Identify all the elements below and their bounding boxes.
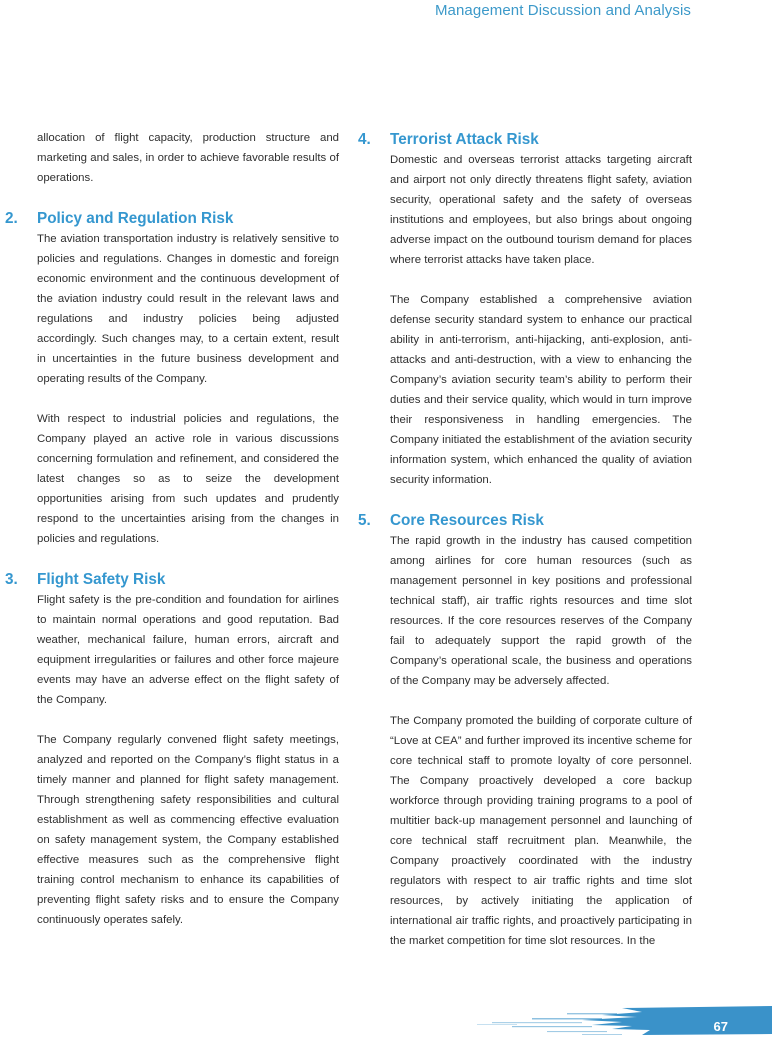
left-column [5, 128, 339, 930]
section-terrorist-attack-risk [358, 128, 692, 490]
intro-paragraph: allocation of flight capacity, production structure and marketing and sales, in order to achieve favorable results of operations. [37, 132, 339, 184]
section-number: 2. [5, 210, 18, 227]
paragraph: The aviation transportation industry is relatively sensitive to policies and regulations. Changes in domestic and foreign economic environment and the continuous development of the aviation industry could result in the relevant laws and regulations and industry policies being adjusted accordingly. Such changes may, to a certain extent, result in uncertainties in the future business development and operating results of the Company. [37, 233, 339, 385]
right-column [358, 128, 692, 951]
section-number: 3. [5, 571, 18, 588]
paragraph: Flight safety is the pre-condition and foundation for airlines to maintain normal operations and good reputation. Bad weather, mechanical failure, human errors, aircraft and equipment irregularities or failures and other force majeure events may have an adverse effect on the flight safety of the Company. [37, 594, 339, 706]
section-core-resources-risk [358, 509, 692, 951]
section-policy-regulation-risk [5, 207, 339, 549]
section-number: 5. [358, 512, 371, 529]
paragraph: Domestic and overseas terrorist attacks targeting aircraft and airport not only directly threatens flight safety, aviation security, operational safety and the safety of overseas institutions and employees, but also brings about ongoing adverse impact on the outbound tourism demand for places where terrorist attacks have taken place. [390, 154, 692, 266]
paragraph: The rapid growth in the industry has caused competition among airlines for core human resources (such as management personnel in key positions and professional technical staff), air traffic rights resources and time slot resources. If the core resources reserves of the Company fail to adequately support the rapid growth of the Company’s operational scale, the business and operations of the Company may be adversely affected. [390, 535, 692, 687]
paragraph: The Company regularly convened flight safety meetings, analyzed and reported on the Company’s flight status in a timely manner and planned for flight safety management. Through strengthening safety responsibilities and cultural establishment as well as commencing effective evaluation on safety management system, the Company established effective measures such as the comprehensive flight training control mechanism to enhance its capabilities of preventing flight safety risks and to ensure the Company continuously operates safely. [37, 734, 339, 926]
paragraph: With respect to industrial policies and regulations, the Company played an active role in various discussions concerning formulation and refinement, and considered the latest changes so as to seize the development opportunities arising from such updates and prudently respond to the uncertainties arising from the changes in policies and regulations. [37, 413, 339, 545]
paragraph: The Company established a comprehensive aviation defense security standard system to enhance our practical ability in anti-terrorism, anti-hijacking, anti-explosion, anti-attacks and anti-destruction, with a view to enhancing the Company’s aviation security team’s ability to perform their duties and their service quality, which would in turn improve their responsiveness in handling emergencies. The Company initiated the establishment of the aviation security information system, which enhanced the quality of aviation security information. [390, 294, 692, 486]
running-header: Management Discussion and Analysis [434, 2, 691, 19]
section-flight-safety-risk [5, 568, 339, 930]
paragraph: The Company promoted the building of corporate culture of “Love at CEA” and further improved its incentive scheme for core technical staff to promote loyalty of core personnel. The Company proactively developed a core backup workforce through providing training programs to a pool of multitier back-up management personnel and launching of core technical staff recruitment plan. Meanwhile, the Company proactively coordinated with the industry regulators with respect to air traffic rights and time slot resources, by actively initiating the application of international air traffic rights, and proactively participating in the market competition for time slot resources. In the [390, 715, 692, 947]
page-number: 67 [713, 1019, 728, 1034]
section-title: Flight Safety Risk [37, 571, 166, 588]
section-heading [5, 207, 339, 231]
section-heading [358, 128, 692, 152]
section-title: Terrorist Attack Risk [390, 131, 539, 148]
section-heading [358, 509, 692, 533]
section-heading [5, 568, 339, 592]
section-number: 4. [358, 131, 371, 148]
section-title: Core Resources Risk [390, 512, 544, 529]
section-title: Policy and Regulation Risk [37, 210, 234, 227]
